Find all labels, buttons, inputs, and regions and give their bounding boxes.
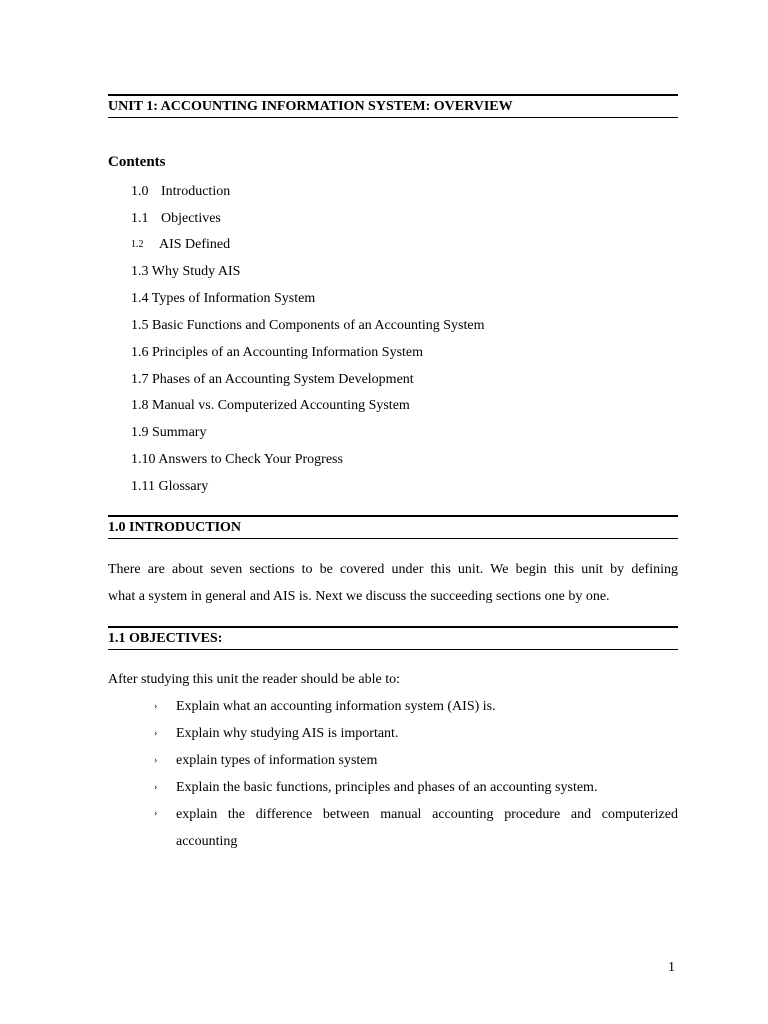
- objectives-list: [176, 693, 678, 855]
- toc-number: 1.3: [131, 264, 149, 279]
- objectives-intro: After studying this unit the reader should be able to:: [108, 672, 400, 687]
- toc-item: [131, 236, 230, 254]
- toc-item: [131, 183, 230, 201]
- toc-item: [131, 397, 410, 415]
- chevron-right-icon: ›: [154, 701, 158, 712]
- toc-label: Objectives: [161, 211, 221, 226]
- objective-item: Explain the basic functions, principles and phases of an accounting system.: [176, 780, 598, 795]
- toc-number: 1.2: [131, 239, 144, 250]
- toc-item: [131, 290, 315, 308]
- toc-label: Answers to Check Your Progress: [158, 452, 343, 467]
- toc-item: [131, 210, 221, 228]
- chevron-right-icon: ›: [154, 728, 158, 739]
- toc-item: [131, 424, 206, 442]
- toc-number: 1.1: [131, 211, 149, 226]
- page-number: 1: [668, 960, 675, 975]
- unit-title: UNIT 1: ACCOUNTING INFORMATION SYSTEM: OVERVIEW: [108, 94, 678, 118]
- chevron-right-icon: ›: [154, 782, 158, 793]
- toc-number: 1.7: [131, 372, 149, 387]
- chevron-right-icon: ›: [154, 808, 158, 819]
- toc-item: [131, 478, 208, 496]
- toc-number: 1.6: [131, 345, 149, 360]
- toc-item: [131, 371, 414, 389]
- paragraph-line: what a system in general and AIS is. Next we discuss the succeeding sections one by one.: [108, 589, 610, 604]
- objective-item: explain types of information system: [176, 753, 378, 768]
- objective-item: Explain why studying AIS is important.: [176, 726, 399, 741]
- contents-title: Contents: [108, 154, 166, 170]
- toc-label: Phases of an Accounting System Development: [152, 372, 414, 387]
- objective-item-continuation: accounting: [176, 834, 238, 849]
- toc-number: 1.0: [131, 184, 149, 199]
- toc-number: 1.4: [131, 291, 149, 306]
- toc-label: Glossary: [158, 479, 209, 494]
- toc-number: 1.8: [131, 398, 149, 413]
- toc-label: Basic Functions and Components of an Accounting System: [152, 318, 485, 333]
- introduction-heading: 1.0 INTRODUCTION: [108, 515, 678, 539]
- toc-item: [131, 451, 343, 469]
- chevron-right-icon: ›: [154, 755, 158, 766]
- toc-label: Types of Information System: [151, 291, 316, 306]
- toc-label: Summary: [152, 425, 207, 440]
- objective-item: explain the difference between manual accounting procedure and computerized: [176, 807, 678, 822]
- toc-number: 1.5: [131, 318, 149, 333]
- toc-label: Why Study AIS: [151, 264, 241, 279]
- toc-item: [131, 344, 423, 362]
- toc-number: 1.9: [131, 425, 149, 440]
- toc-label: Manual vs. Computerized Accounting System: [152, 398, 410, 413]
- toc-number: 1.11: [131, 479, 155, 494]
- objective-item: Explain what an accounting information system (AIS) is.: [176, 699, 496, 714]
- objectives-heading: 1.1 OBJECTIVES:: [108, 626, 678, 650]
- toc-number: 1.10: [131, 452, 156, 467]
- toc-item: [131, 317, 484, 335]
- paragraph-line: There are about seven sections to be covered under this unit. We begin this unit by defining: [108, 562, 678, 577]
- toc-label: AIS Defined: [159, 237, 231, 252]
- toc-item: [131, 263, 240, 281]
- toc-label: Principles of an Accounting Information System: [152, 345, 424, 360]
- introduction-paragraph: [108, 556, 678, 610]
- toc-label: Introduction: [161, 184, 231, 199]
